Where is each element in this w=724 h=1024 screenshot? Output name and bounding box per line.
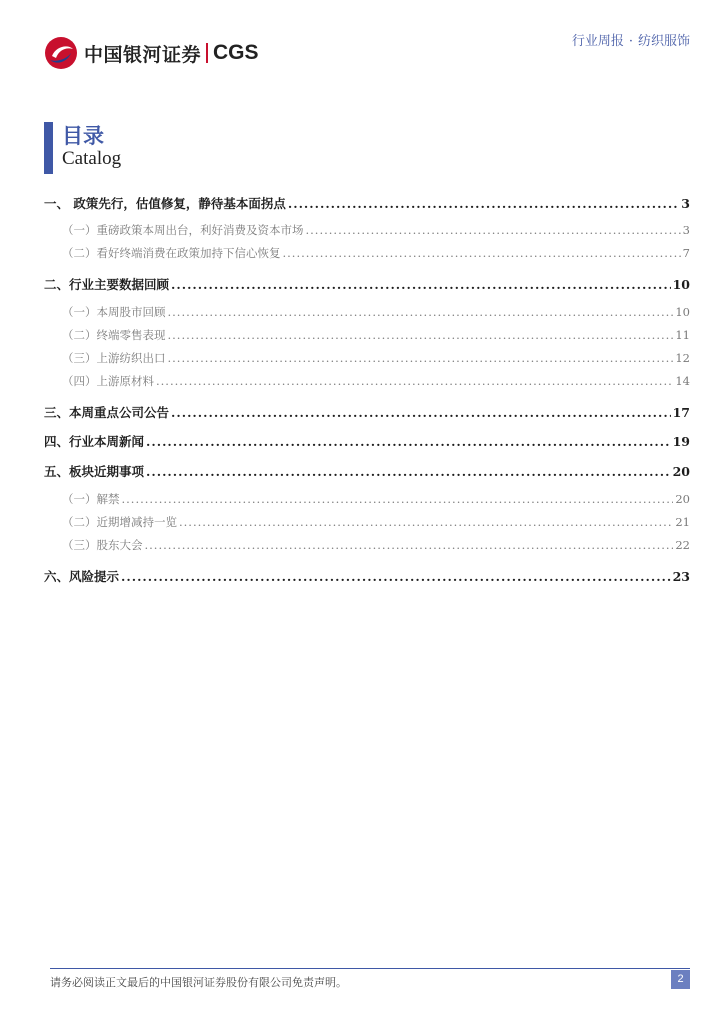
toc-leader — [146, 464, 671, 479]
toc-leader — [179, 515, 673, 529]
toc-page-number: 22 — [675, 538, 690, 552]
logo-en-text: CGS — [213, 41, 259, 64]
toc-leader — [168, 305, 674, 319]
toc-entry[interactable] — [44, 194, 690, 212]
toc-page-number: 7 — [682, 246, 690, 260]
toc-entry-text: 五、板块近期事项 — [44, 464, 145, 479]
toc-page-number: 20 — [675, 492, 690, 506]
toc-title-en: Catalog — [62, 148, 122, 169]
toc-leader — [146, 434, 671, 449]
toc-entry[interactable] — [44, 327, 690, 343]
toc-entry-text: （三）股东大会 — [62, 538, 143, 552]
toc-leader — [168, 328, 674, 342]
company-logo — [44, 36, 259, 70]
page-number-badge: 2 — [671, 970, 690, 989]
toc-entry[interactable] — [44, 304, 690, 320]
toc-entry-text: （一）本周股市回顾 — [62, 305, 166, 319]
toc-leader — [171, 277, 671, 292]
toc-leader — [283, 246, 681, 260]
toc-entry-text: 四、行业本周新闻 — [44, 434, 145, 449]
toc-page-number: 19 — [672, 434, 690, 449]
toc-title-cn: 目录 — [62, 123, 104, 148]
toc-entry[interactable] — [44, 537, 690, 553]
footer-divider — [50, 968, 690, 969]
toc-entry[interactable] — [44, 275, 690, 293]
toc-page-number: 3 — [682, 223, 690, 237]
toc-leader — [171, 405, 671, 420]
toc-entry-text: （四）上游原材料 — [62, 374, 154, 388]
toc-leader — [122, 492, 674, 506]
toc-entry[interactable] — [44, 350, 690, 366]
logo-cn-text: 中国银河证券 — [84, 43, 202, 66]
toc-leader — [156, 374, 673, 388]
toc-entry-text: 二、行业主要数据回顾 — [44, 277, 170, 292]
toc-entry[interactable] — [44, 245, 690, 261]
toc-entry-text: （一）重磅政策本周出台，利好消费及资本市场 — [62, 223, 304, 237]
toc-entry-text: 六、风险提示 — [44, 569, 120, 584]
toc-page-number: 11 — [675, 328, 690, 342]
toc-leader — [306, 223, 681, 237]
footer-disclaimer: 请务必阅读正文最后的中国银河证券股份有限公司免责声明。 — [50, 976, 347, 989]
toc-leader — [121, 569, 671, 584]
toc-leader — [288, 196, 679, 211]
toc-page-number: 10 — [675, 305, 690, 319]
toc-entry[interactable] — [44, 432, 690, 450]
page-header — [0, 0, 724, 80]
toc-page-number: 12 — [675, 351, 690, 365]
toc-entry-text: （二）近期增减持一览 — [62, 515, 177, 529]
toc-entry-text: （二）终端零售表现 — [62, 328, 166, 342]
toc-page-number: 14 — [675, 374, 690, 388]
toc-page-number: 3 — [681, 196, 690, 211]
toc-entry-text: 一、 政策先行，估值修复，静待基本面拐点 — [44, 196, 286, 211]
toc-entry[interactable] — [44, 222, 690, 238]
toc-page-number: 17 — [672, 405, 690, 420]
toc-entry-text: （三）上游纺织出口 — [62, 351, 166, 365]
toc-entry[interactable] — [44, 462, 690, 480]
sector-name: 纺织服饰 — [637, 34, 690, 49]
toc-page-number: 20 — [672, 464, 690, 479]
toc-page-number: 21 — [675, 515, 690, 529]
toc-page-number: 23 — [672, 569, 690, 584]
toc-page-number: 10 — [672, 277, 690, 292]
document-meta — [572, 30, 690, 49]
toc-leader — [145, 538, 674, 552]
toc-entry-text: 三、本周重点公司公告 — [44, 405, 170, 420]
toc-entry-text: （一）解禁 — [62, 492, 120, 506]
toc-entry[interactable] — [44, 491, 690, 507]
doc-type: 行业周报 — [571, 34, 624, 49]
toc-entry[interactable] — [44, 403, 690, 421]
cgs-logo-icon — [44, 36, 78, 70]
toc-entry[interactable] — [44, 567, 690, 585]
toc-leader — [168, 351, 674, 365]
meta-separator: · — [628, 34, 633, 49]
logo-separator — [206, 43, 208, 63]
toc-entry[interactable] — [44, 514, 690, 530]
toc-entry[interactable] — [44, 373, 690, 389]
title-accent-bar — [44, 122, 53, 174]
toc-entry-text: （二）看好终端消费在政策加持下信心恢复 — [62, 246, 281, 260]
